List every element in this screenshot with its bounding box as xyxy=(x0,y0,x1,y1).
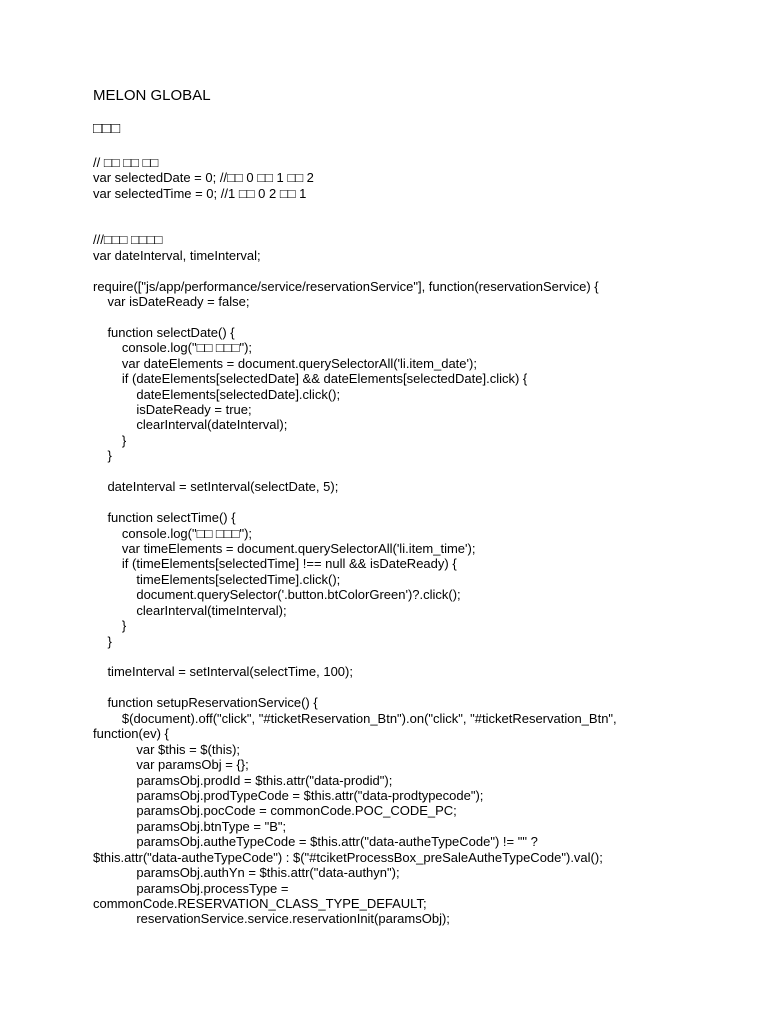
code-line xyxy=(93,680,673,695)
code-line: dateInterval = setInterval(selectDate, 5); xyxy=(93,479,339,495)
code-line: document.querySelector('.button.btColorGreen')?.click(); xyxy=(93,587,461,603)
code-line: var $this = $(this); xyxy=(93,741,241,757)
code-line: $(document).off("click", "#ticketReservation_Btn").on("click", "#ticketReservation_Btn", xyxy=(93,710,617,726)
code-line xyxy=(93,309,673,324)
code-line: paramsObj.prodTypeCode = $this.attr("data-prodtypecode"); xyxy=(93,787,484,803)
code-line xyxy=(93,495,673,510)
code-line: } xyxy=(93,633,112,649)
code-line: ///□□□ □□□□ xyxy=(93,232,163,248)
code-line: paramsObj.processType = xyxy=(93,880,289,896)
code-block xyxy=(93,155,673,927)
document-title: MELON GLOBAL xyxy=(93,87,211,104)
code-line: } xyxy=(93,432,127,448)
code-line: clearInterval(timeInterval); xyxy=(93,602,287,618)
code-line: if (timeElements[selectedTime] !== null && isDateReady) { xyxy=(93,556,457,572)
code-line: var dateInterval, timeInterval; xyxy=(93,247,261,263)
code-line: // □□ □□ □□ xyxy=(93,155,159,170)
code-line: console.log("□□ □□□"); xyxy=(93,525,253,541)
code-line: paramsObj.prodId = $this.attr("data-prodid"); xyxy=(93,772,393,788)
code-line xyxy=(93,201,673,216)
code-line: function selectTime() { xyxy=(93,510,236,526)
code-line xyxy=(93,464,673,479)
code-line: timeElements[selectedTime].click(); xyxy=(93,571,341,587)
code-line: var selectedDate = 0; //□□ 0 □□ 1 □□ 2 xyxy=(93,170,314,186)
code-line: } xyxy=(93,448,112,464)
code-line: function(ev) { xyxy=(93,726,169,742)
code-line xyxy=(93,263,673,278)
code-line: dateElements[selectedDate].click(); xyxy=(93,386,341,402)
code-line: var paramsObj = {}; xyxy=(93,757,249,773)
code-line: paramsObj.autheTypeCode = $this.attr("data-autheTypeCode") != "" ? xyxy=(93,834,538,850)
code-line: paramsObj.pocCode = commonCode.POC_CODE_PC; xyxy=(93,803,457,819)
code-line: var timeElements = document.querySelectorAll('li.item_time'); xyxy=(93,540,476,556)
code-line: var dateElements = document.querySelectorAll('li.item_date'); xyxy=(93,355,477,371)
code-line: commonCode.RESERVATION_CLASS_TYPE_DEFAULT; xyxy=(93,896,427,911)
code-line: isDateReady = true; xyxy=(93,402,252,417)
document-subtitle: □□□ xyxy=(93,120,121,137)
code-line: } xyxy=(93,618,127,634)
code-line xyxy=(93,217,673,232)
code-line: reservationService.service.reservationInit(paramsObj); xyxy=(93,911,450,927)
code-line: function setupReservationService() { xyxy=(93,695,318,711)
code-line: var isDateReady = false; xyxy=(93,293,250,309)
code-line: $this.attr("data-autheTypeCode") : $("#tciketProcessBox_preSaleAutheTypeCode").val(); xyxy=(93,849,603,865)
code-line: clearInterval(dateInterval); xyxy=(93,417,288,433)
code-line: paramsObj.btnType = "B"; xyxy=(93,818,287,834)
code-line: console.log("□□ □□□"); xyxy=(93,340,253,356)
code-line: var selectedTime = 0; //1 □□ 0 2 □□ 1 xyxy=(93,185,307,201)
code-line: function selectDate() { xyxy=(93,324,235,340)
code-line xyxy=(93,649,673,664)
code-line: paramsObj.authYn = $this.attr("data-authyn"); xyxy=(93,865,400,881)
code-line: timeInterval = setInterval(selectTime, 100); xyxy=(93,664,353,680)
code-line: require(["js/app/performance/service/reservationService"], function(reservationService) { xyxy=(93,278,599,294)
code-line: if (dateElements[selectedDate] && dateElements[selectedDate].click) { xyxy=(93,371,528,387)
